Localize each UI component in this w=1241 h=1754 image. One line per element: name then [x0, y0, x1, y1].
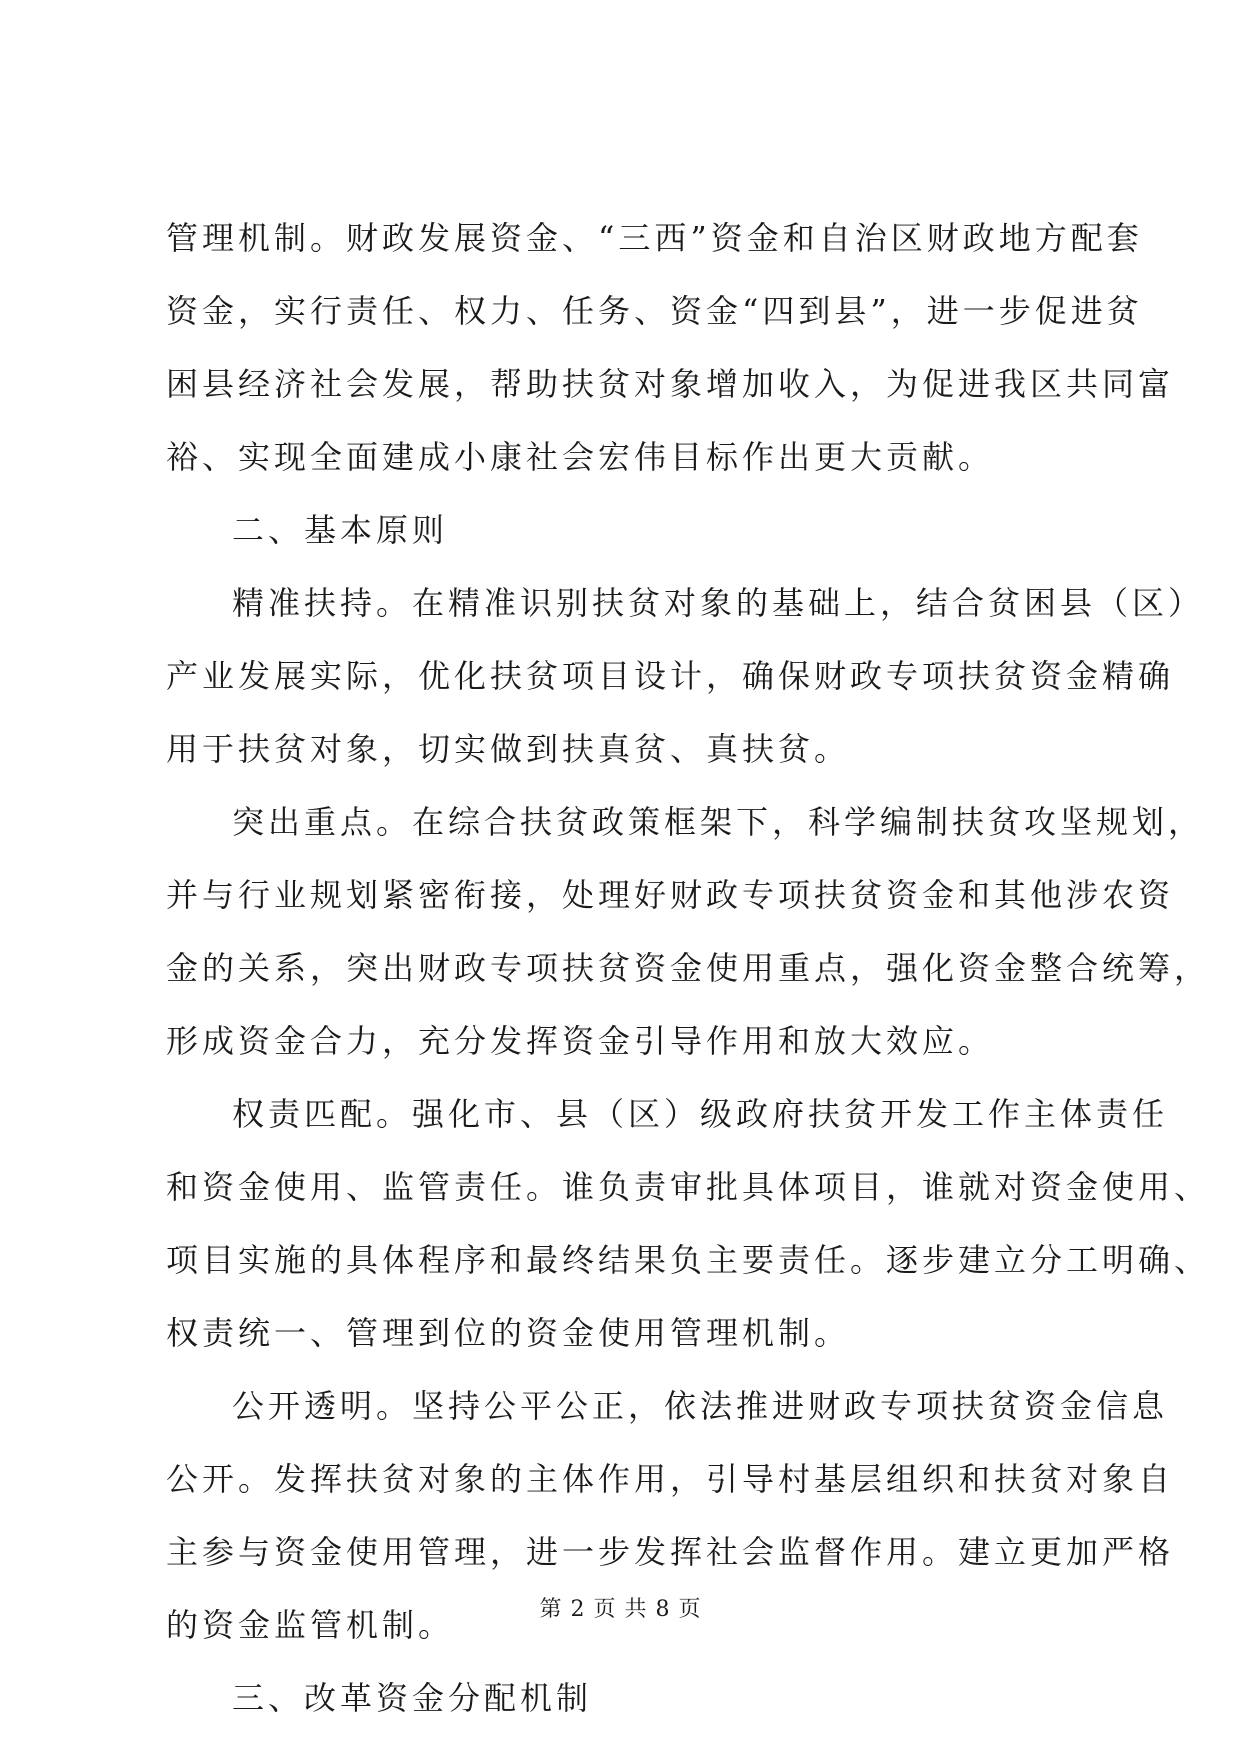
text-line: 管理机制。财政发展资金、“三西”资金和自治区财政地方配套 — [166, 219, 1143, 257]
text-line: 的资金监管机制。 — [166, 1606, 455, 1644]
text-line: 用于扶贫对象，切实做到扶真贫、真扶贫。 — [166, 730, 851, 768]
text-line: 困县经济社会发展，帮助扶贫对象增加收入，为促进我区共同富 — [166, 365, 1175, 403]
text-line: 裕、实现全面建成小康社会宏伟目标作出更大贡献。 — [166, 438, 995, 476]
text-line: 突出重点。在综合扶贫政策框架下，科学编制扶贫攻坚规划， — [232, 803, 1205, 841]
text-line: 公开透明。坚持公平公正，依法推进财政专项扶贫资金信息 — [232, 1387, 1169, 1425]
text-line: 资金，实行责任、权力、任务、资金“四到县”，进一步促进贫 — [166, 292, 1143, 330]
document-body — [166, 218, 1211, 1751]
text-line: 精准扶持。在精准识别扶贫对象的基础上，结合贫困县（区） — [232, 584, 1205, 622]
text-line: 权责统一、管理到位的资金使用管理机制。 — [166, 1314, 851, 1352]
text-line: 形成资金合力，充分发挥资金引导作用和放大效应。 — [166, 1022, 995, 1060]
page-number-footer: 第 2 页 共 8 页 — [539, 1597, 702, 1622]
section-heading: 三、改革资金分配机制 — [232, 1679, 593, 1717]
text-line: 并与行业规划紧密衔接，处理好财政专项扶贫资金和其他涉农资 — [166, 876, 1175, 914]
text-line: 主参与资金使用管理，进一步发挥社会监督作用。建立更加严格 — [166, 1533, 1175, 1571]
text-line: 公开。发挥扶贫对象的主体作用，引导村基层组织和扶贫对象自 — [166, 1460, 1175, 1498]
text-line: 金的关系，突出财政专项扶贫资金使用重点，强化资金整合统筹， — [166, 949, 1211, 987]
section-heading: 二、基本原则 — [232, 511, 449, 549]
text-line: 产业发展实际，优化扶贫项目设计，确保财政专项扶贫资金精确 — [166, 657, 1175, 695]
text-line: 和资金使用、监管责任。谁负责审批具体项目，谁就对资金使用、 — [166, 1168, 1211, 1206]
text-line: 权责匹配。强化市、县（区）级政府扶贫开发工作主体责任 — [232, 1095, 1169, 1133]
text-line: 项目实施的具体程序和最终结果负主要责任。逐步建立分工明确、 — [166, 1241, 1211, 1279]
